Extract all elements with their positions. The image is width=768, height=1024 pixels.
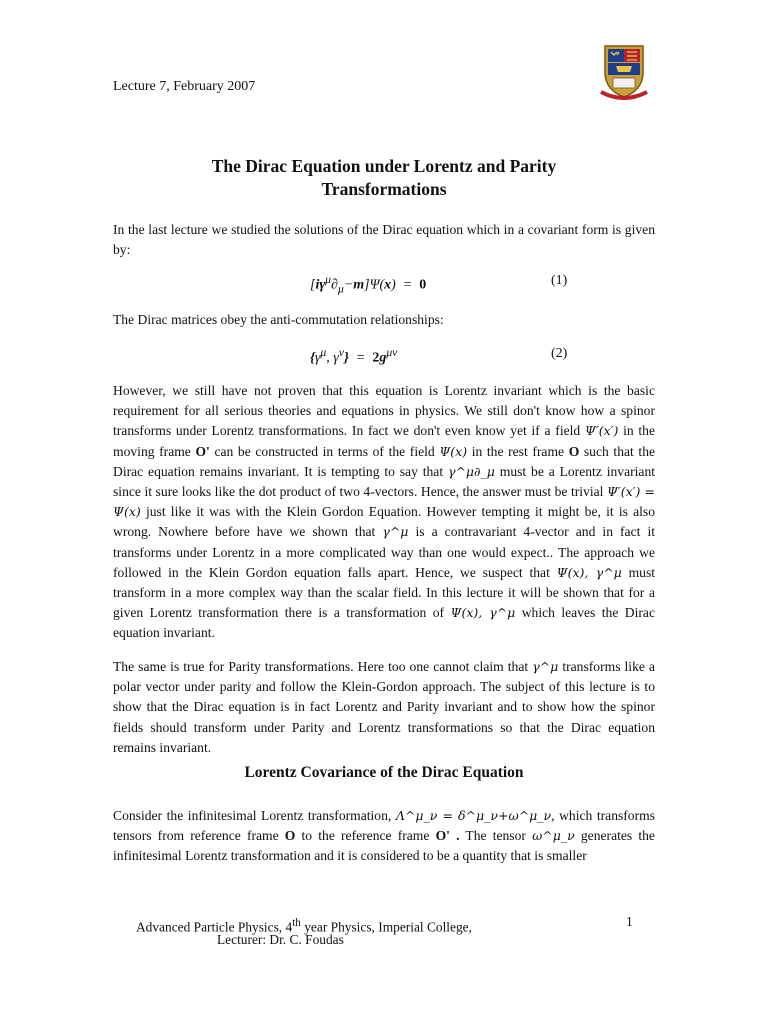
- p5-math-1: Λ^μ_ν = δ^μ_ν+ω^μ_ν: [395, 808, 552, 823]
- page-title: [113, 155, 655, 201]
- p3-text-6: must be a Lorentz invariant since it sure looks like the dot product of two 4-vectors. Hence, the answer must be trivial: [113, 463, 656, 500]
- p3-text-3: can be constructed in terms of the field: [214, 443, 435, 459]
- equation-2-number: (2): [551, 346, 568, 361]
- p3-math-1: Ψ′(x′): [584, 423, 619, 439]
- p5-text-5: generates the infinitesimal Lorentz transformation and it is considered to be a quantity that is smaller: [113, 828, 655, 864]
- lorentz-invariance-paragraph: [113, 381, 655, 644]
- footer-college: year Physics, Imperial College,: [300, 919, 472, 935]
- p4-text-1: The same is true for Parity transformations. Here too one cannot claim that: [113, 659, 529, 674]
- p5-text-2: , which transforms tensors from reference frame: [113, 808, 655, 844]
- p3-text-2: in the moving frame: [113, 423, 655, 459]
- p5-text-1: Consider the infinitesimal Lorentz transformation,: [113, 808, 392, 823]
- p3-text-8: is a contravariant 4-vector and in fact it transforms under Lorentz in a more complicated way than one would expect.. The approach we followed in the Klein Gordon equation falls apart. Hence, we suspect that: [113, 524, 655, 580]
- anticommutation-paragraph: The Dirac matrices obey the anti-commutation relationships:: [113, 312, 444, 327]
- p3-math-5: γ^μ: [382, 524, 409, 540]
- lecture-date: Lecture 7, February 2007: [113, 79, 256, 94]
- p3-math-3: γ^μ∂_μ: [447, 463, 495, 479]
- equation-2: {$\gamma^\mu$, $\gamma^\nu\} = 2g^{\mu\nu}$: [310, 346, 398, 366]
- equation-1-number: (1): [551, 273, 568, 288]
- p5-frame-b: O' .: [435, 828, 460, 844]
- section-heading: Lorentz Covariance of the Dirac Equation: [244, 764, 524, 781]
- p3-text-1: However, we still have not proven that this equation is Lorentz invariant which is the basic requirement for all serious theories and equations in physics. We still don't know how a spinor transforms under Lorentz transformations. In fact we don't even know yet if a field: [113, 383, 655, 439]
- p5-text-4: The tensor: [465, 828, 526, 844]
- p5-math-2: ω^μ_ν: [532, 828, 575, 844]
- p3-frame-moving: O': [195, 443, 210, 459]
- p3-text-10: which leaves the Dirac equation invariant.: [113, 605, 655, 641]
- equation-1: $[i\gamma^\mu\partial_\mu-m]\Psi(x) = 0$: [310, 273, 427, 296]
- p3-math-2: Ψ(x): [439, 443, 468, 459]
- footer-sup: th: [292, 917, 301, 929]
- p3-math-7: Ψ(x), γ^μ: [450, 605, 516, 621]
- p3-text-5: such that the Dirac equation remains invariant. It is tempting to say that: [113, 443, 656, 479]
- p3-frame-rest: O: [568, 443, 580, 459]
- p3-text-9: must transform in a more complex way than the scalar field. In this lecture it will be shown that for a given Lorentz transformation there is a transformation of: [113, 564, 656, 621]
- p5-frame-a: O: [284, 828, 296, 844]
- p3-math-6: Ψ(x), γ^μ: [556, 564, 622, 580]
- p4-math-1: γ^μ: [532, 659, 559, 674]
- footer-lecturer: Lecturer: Dr. C. Foudas: [217, 932, 344, 947]
- intro-paragraph: In the last lecture we studied the solutions of the Dirac equation which in a covariant form is given by:: [113, 222, 655, 258]
- imperial-college-crest-icon: [597, 42, 651, 100]
- page-number: 1: [626, 914, 633, 929]
- footer-course: Advanced Particle Physics, 4: [136, 919, 293, 935]
- parity-paragraph: [113, 657, 655, 758]
- p3-math-4: Ψ′(x′) = Ψ(x): [113, 484, 655, 520]
- infinitesimal-lorentz-paragraph: [113, 806, 655, 867]
- p5-text-3: to the reference frame: [301, 828, 430, 844]
- title-line-2: Transformations: [321, 179, 447, 199]
- p4-text-2: transforms like a polar vector under parity and follow the Klein-Gordon approach. The subject of this lecture is to show that the Dirac equation is in fact Lorentz and Parity invariant and to show how the spinor fields should transform under Parity and Lorentz transformations so that the Dirac equation remains invariant.: [113, 659, 656, 755]
- p3-text-7: just like it was with the Klein Gordon Equation. However tempting it might be, it is also wrong. Nowhere before have we shown that: [113, 504, 655, 540]
- p3-text-4: in the rest frame: [471, 443, 565, 459]
- title-line-1: The Dirac Equation under Lorentz and Parity: [211, 156, 557, 176]
